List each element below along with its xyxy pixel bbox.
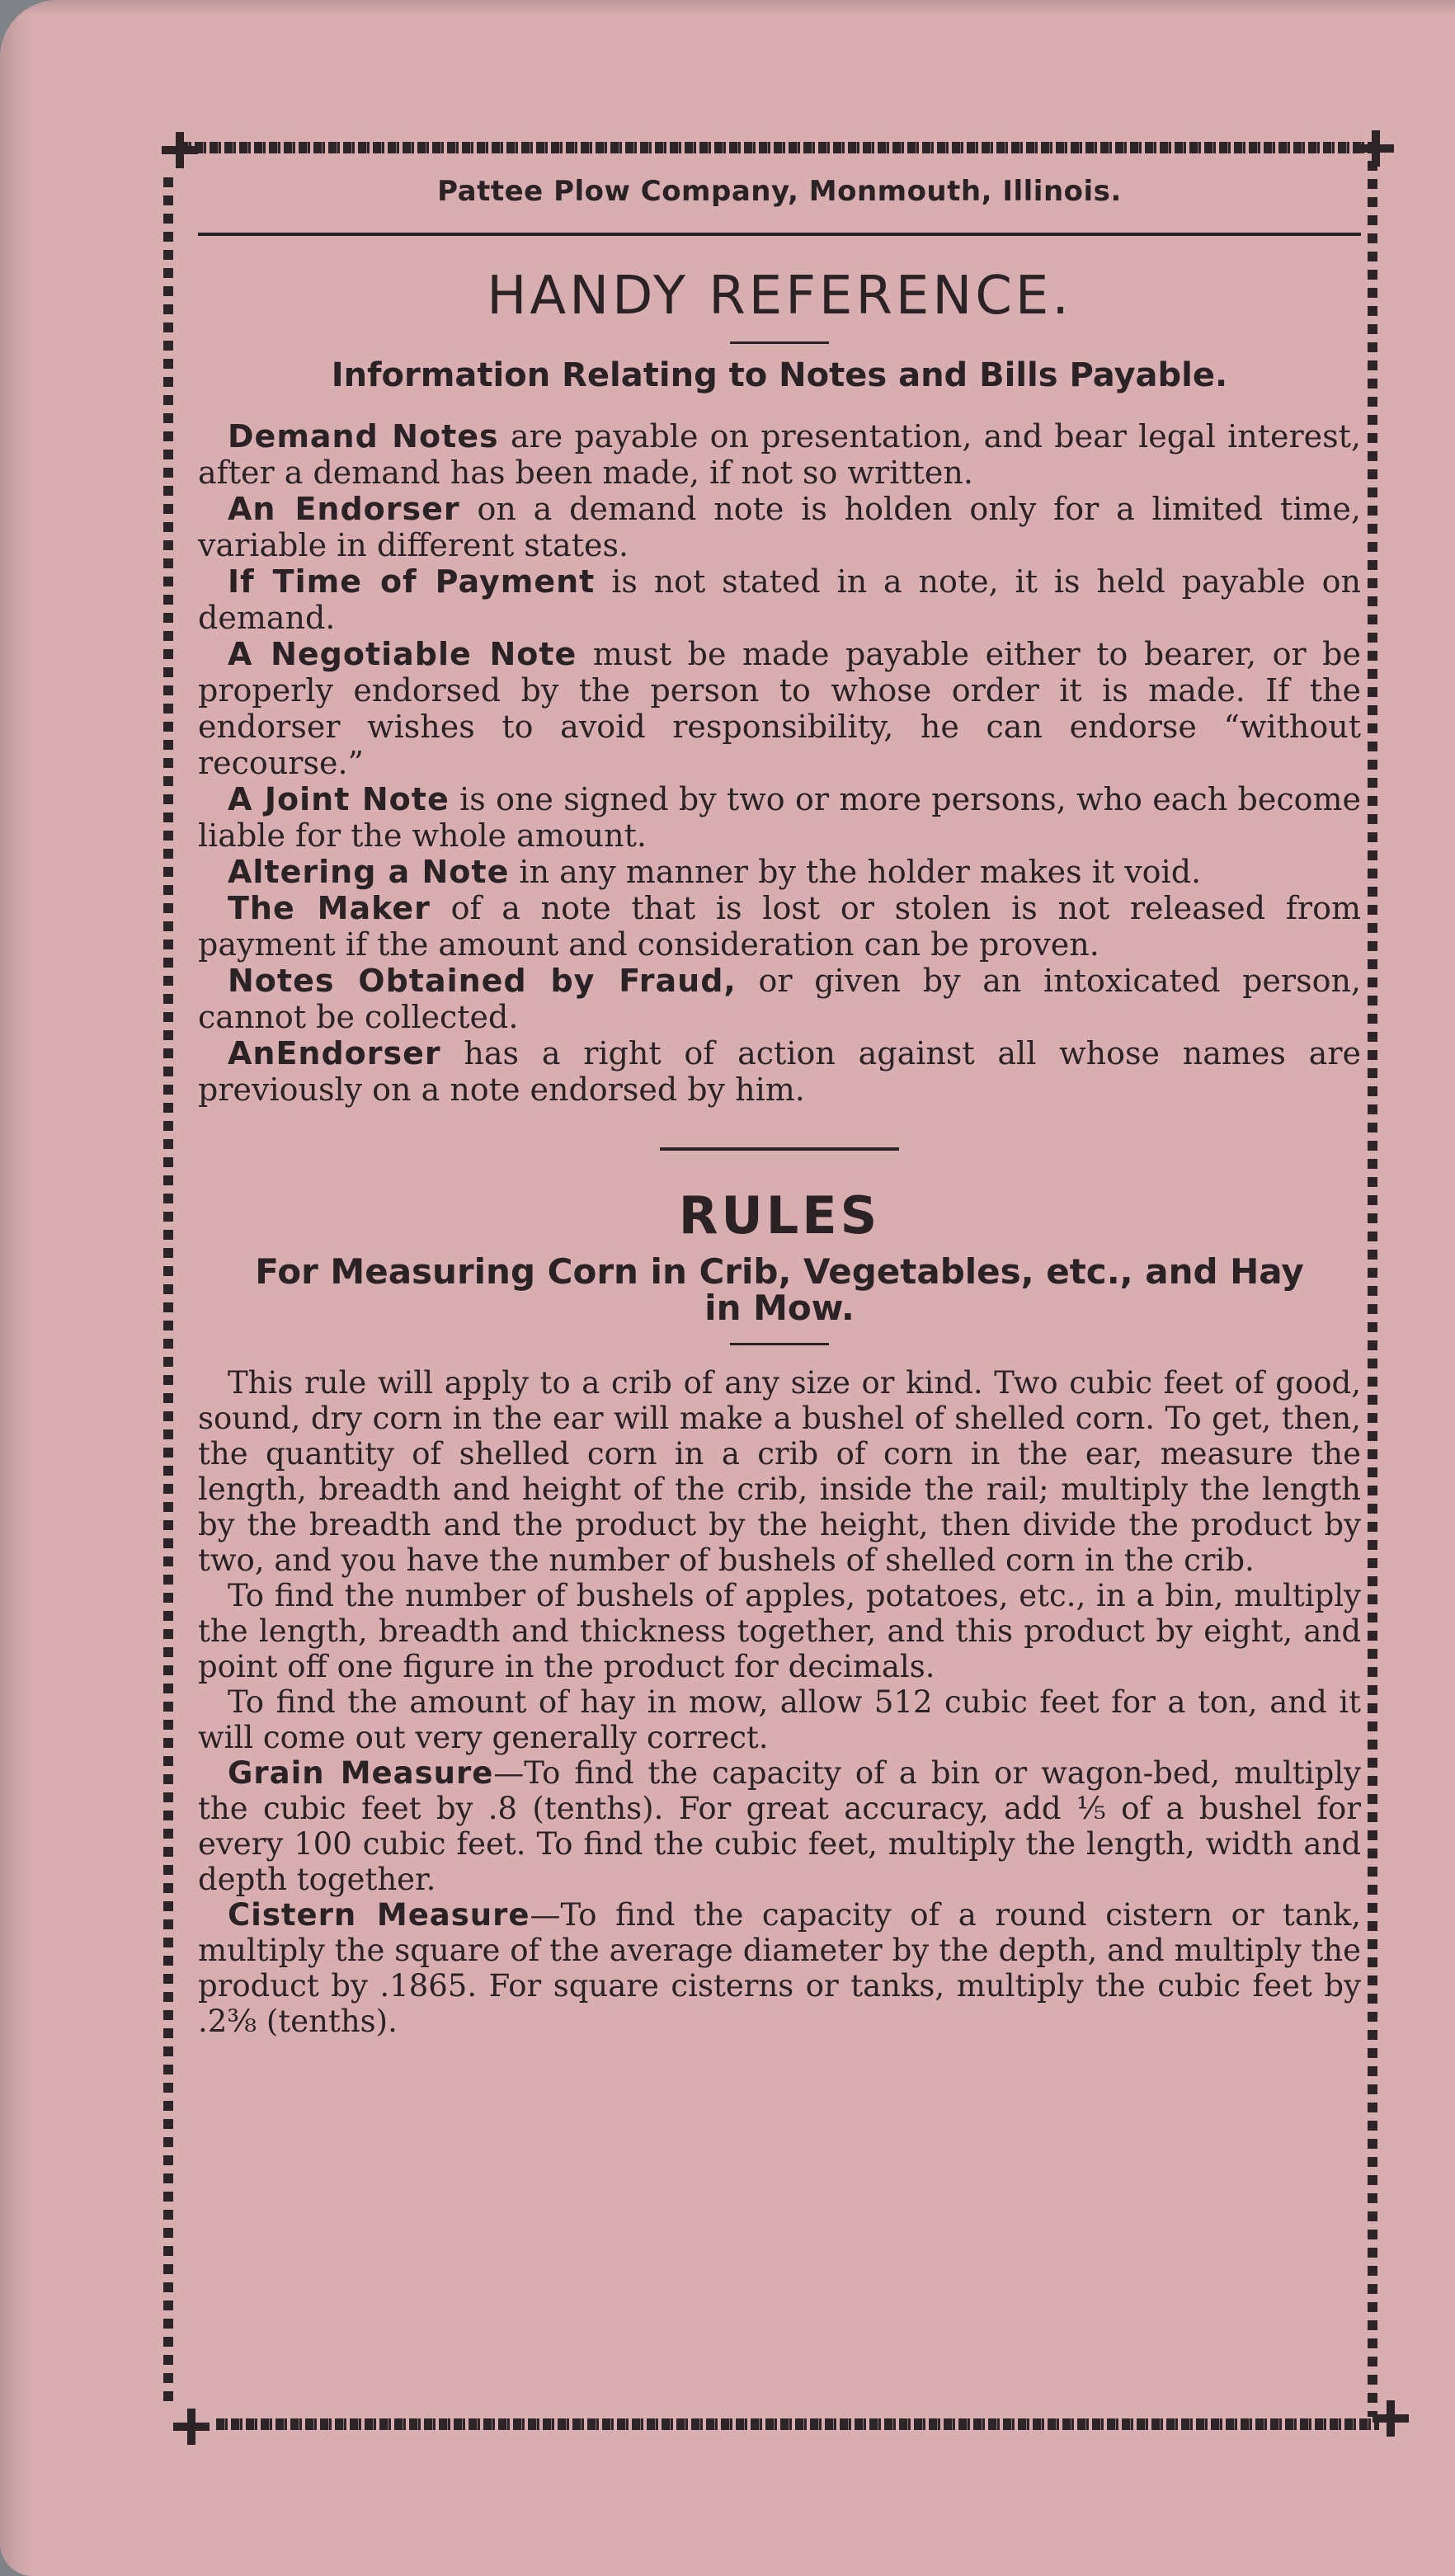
rule-paragraph: To find the number of bushels of apples, potatoes, etc., in a bin, multiply the length, breadth and thickness together, and this product by eight, and point off one figure in the product for decimals. bbox=[198, 1578, 1361, 1684]
note-entry: Notes Obtained by Fraud, or given by an intoxicated person, cannot be collected. bbox=[198, 963, 1362, 1035]
page-content bbox=[198, 165, 1361, 2039]
handy-reference-subtitle: Information Relating to Notes and Bills Payable. bbox=[331, 356, 1228, 394]
rule-paragraph: Cistern Measure—To find the capacity of a round cistern or tank, multiply the square of the average diameter by the depth, and multiply the product by .1865. For square cisterns or tanks, multiply the cubic feet by .2⅜ (tenths). bbox=[198, 1897, 1361, 2039]
corner-cross-icon bbox=[1373, 2400, 1409, 2437]
note-entry: The Maker of a note that is lost or stolen is not released from payment if the amount and consideration can be proven. bbox=[198, 890, 1361, 963]
header-divider bbox=[198, 233, 1361, 236]
border-bottom bbox=[216, 2418, 1379, 2430]
corner-cross-icon bbox=[1358, 130, 1394, 167]
note-entry: If Time of Payment is not stated in a note, it is held payable on demand. bbox=[198, 563, 1361, 636]
rule-paragraph: This rule will apply to a crib of any size or kind. Two cubic feet of good, sound, dry corn in the ear will make a bushel of shelled corn. To get, then, the quantity of shelled corn in a crib of corn in the ear, measure the length, breadth and height of the crib, inside the rail; multiply the length by the breadth and the product by the height, then divide the product by two, and you have the number of bushels of shelled corn in the crib. bbox=[198, 1365, 1361, 1578]
note-entry: AnEndorser has a right of action against all whose names are previously on a note endorsed by him. bbox=[198, 1035, 1361, 1108]
rule-paragraph: Grain Measure—To find the capacity of a bin or wagon-bed, multiply the cubic feet by .8 (tenths). For great accuracy, add ⅕ of a bushel for every 100 cubic feet. To find the cubic feet, multiply the length, width and depth together. bbox=[198, 1755, 1362, 1897]
border-top bbox=[180, 142, 1376, 153]
border-right bbox=[1368, 161, 1377, 2417]
note-entry: Demand Notes are payable on presentation, and bear legal interest, after a demand has been made, if not so written. bbox=[198, 418, 1361, 491]
note-entry: A Negotiable Note must be made payable either to bearer, or be properly endorsed by the person to whose order it is made. If the endorser wishes to avoid responsibility, he can endorse “without recourse.” bbox=[198, 636, 1361, 781]
page-edge-shadow bbox=[0, 0, 33, 2576]
rule-paragraph: To find the amount of hay in mow, allow 512 cubic feet for a ton, and it will come out very generally correct. bbox=[198, 1684, 1361, 1755]
section-divider bbox=[660, 1147, 899, 1151]
corner-cross-icon bbox=[162, 132, 198, 168]
note-entry: Altering a Note in any manner by the holder makes it void. bbox=[228, 854, 1202, 890]
handy-reference-title: HANDY REFERENCE. bbox=[487, 266, 1072, 327]
page-top-shadow bbox=[0, 0, 1455, 15]
company-header: Pattee Plow Company, Monmouth, Illinois. bbox=[437, 175, 1122, 208]
note-entry: A Joint Note is one signed by two or more persons, who each become liable for the whole amount. bbox=[198, 781, 1362, 854]
title-divider bbox=[730, 341, 829, 344]
rules-title: RULES bbox=[678, 1185, 881, 1246]
corner-cross-icon bbox=[173, 2409, 210, 2445]
rules-section bbox=[198, 1365, 1361, 2039]
notes-section bbox=[198, 418, 1361, 1108]
border-left bbox=[163, 177, 173, 2404]
rules-divider bbox=[730, 1343, 829, 1345]
note-entry: An Endorser on a demand note is holden only for a limited time, variable in different states. bbox=[198, 491, 1361, 563]
rules-subtitle: For Measuring Corn in Crib, Vegetables, etc., and Hay in Mow. bbox=[255, 1251, 1304, 1328]
